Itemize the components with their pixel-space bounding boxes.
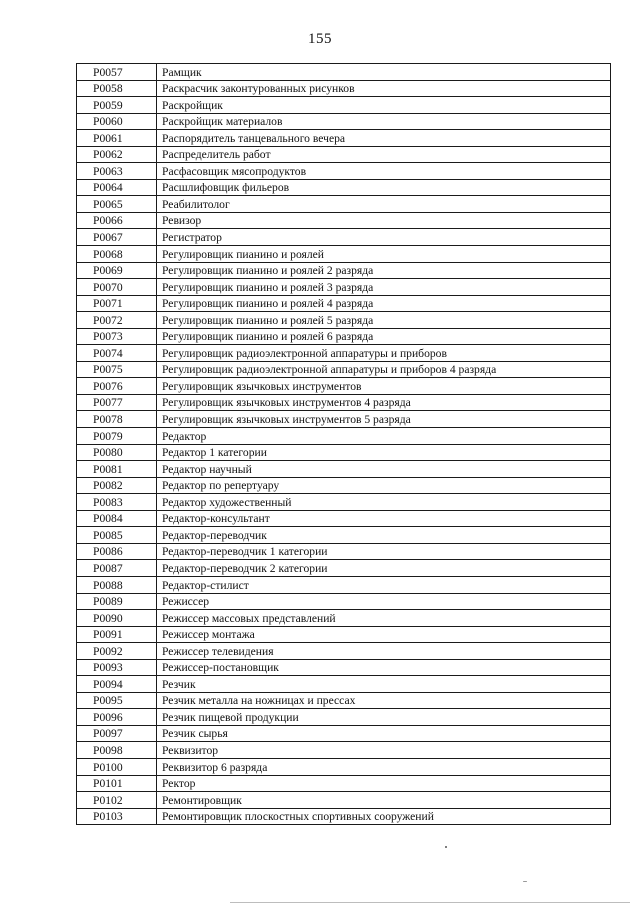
occupation-title-cell: Режиссер монтажа bbox=[157, 626, 611, 643]
occupation-title-cell: Регулировщик пианино и роялей 5 разряда bbox=[157, 312, 611, 329]
table-row bbox=[77, 130, 611, 147]
table-row bbox=[77, 527, 611, 544]
occupation-code-cell: P0098 bbox=[77, 742, 157, 759]
occupation-code-cell: P0059 bbox=[77, 97, 157, 114]
occupation-code-cell: P0057 bbox=[77, 64, 157, 81]
table-row bbox=[77, 758, 611, 775]
occupation-title-cell: Распределитель работ bbox=[157, 146, 611, 163]
occupation-code-cell: P0066 bbox=[77, 212, 157, 229]
occupation-code-cell: P0082 bbox=[77, 477, 157, 494]
occupation-code-cell: P0073 bbox=[77, 328, 157, 345]
occupation-code-cell: P0085 bbox=[77, 527, 157, 544]
occupation-title-cell: Регулировщик радиоэлектронной аппаратуры и приборов 4 разряда bbox=[157, 361, 611, 378]
table-row bbox=[77, 792, 611, 809]
table-row bbox=[77, 444, 611, 461]
page-number: 155 bbox=[308, 31, 332, 47]
table-row bbox=[77, 692, 611, 709]
table-row bbox=[77, 97, 611, 114]
occupation-code-cell: P0074 bbox=[77, 345, 157, 362]
occupation-code-cell: P0079 bbox=[77, 428, 157, 445]
occupation-title-cell: Редактор 1 категории bbox=[157, 444, 611, 461]
occupation-title-cell: Резчик металла на ножницах и прессах bbox=[157, 692, 611, 709]
occupation-code-cell: P0078 bbox=[77, 411, 157, 428]
occupation-title-cell: Режиссер-постановщик bbox=[157, 659, 611, 676]
occupation-code-cell: P0084 bbox=[77, 510, 157, 527]
occupation-title-cell: Редактор-переводчик bbox=[157, 527, 611, 544]
occupation-code-cell: P0077 bbox=[77, 394, 157, 411]
occupation-code-cell: P0091 bbox=[77, 626, 157, 643]
occupation-code-cell: P0065 bbox=[77, 196, 157, 213]
table-row bbox=[77, 113, 611, 130]
occupation-code-cell: P0063 bbox=[77, 163, 157, 180]
occupation-code-cell: P0093 bbox=[77, 659, 157, 676]
table-row bbox=[77, 361, 611, 378]
occupation-title-cell: Реквизитор bbox=[157, 742, 611, 759]
table-row bbox=[77, 775, 611, 792]
occupation-title-cell: Резчик bbox=[157, 676, 611, 693]
scan-speck bbox=[523, 881, 527, 882]
occupation-title-cell: Регулировщик язычковых инструментов bbox=[157, 378, 611, 395]
table-row bbox=[77, 808, 611, 825]
table-row bbox=[77, 345, 611, 362]
occupation-title-cell: Расфасовщик мясопродуктов bbox=[157, 163, 611, 180]
occupation-code-cell: P0068 bbox=[77, 246, 157, 263]
table-row bbox=[77, 593, 611, 610]
table-row bbox=[77, 229, 611, 246]
table-row bbox=[77, 279, 611, 296]
occupation-code-cell: P0087 bbox=[77, 560, 157, 577]
occupation-title-cell: Резчик пищевой продукции bbox=[157, 709, 611, 726]
table-row bbox=[77, 610, 611, 627]
occupation-title-cell: Редактор по репертуару bbox=[157, 477, 611, 494]
occupation-code-cell: P0090 bbox=[77, 610, 157, 627]
table-row bbox=[77, 262, 611, 279]
occupation-code-cell: P0072 bbox=[77, 312, 157, 329]
table-row bbox=[77, 428, 611, 445]
occupation-title-cell: Раскройщик материалов bbox=[157, 113, 611, 130]
table-row bbox=[77, 543, 611, 560]
occupation-title-cell: Ректор bbox=[157, 775, 611, 792]
occupation-code-cell: P0067 bbox=[77, 229, 157, 246]
occupation-code-cell: P0083 bbox=[77, 494, 157, 511]
occupation-title-cell: Редактор-переводчик 1 категории bbox=[157, 543, 611, 560]
occupation-title-cell: Регулировщик язычковых инструментов 5 разряда bbox=[157, 411, 611, 428]
table-row bbox=[77, 659, 611, 676]
occupation-code-cell: P0092 bbox=[77, 643, 157, 660]
occupation-title-cell: Регулировщик язычковых инструментов 4 разряда bbox=[157, 394, 611, 411]
table-row bbox=[77, 64, 611, 81]
occupation-code-cell: P0076 bbox=[77, 378, 157, 395]
occupation-title-cell: Реабилитолог bbox=[157, 196, 611, 213]
occupation-title-cell: Регулировщик пианино и роялей 4 разряда bbox=[157, 295, 611, 312]
occupation-title-cell: Режиссер массовых представлений bbox=[157, 610, 611, 627]
occupation-code-cell: P0058 bbox=[77, 80, 157, 97]
occupation-title-cell: Редактор-стилист bbox=[157, 576, 611, 593]
table-row bbox=[77, 411, 611, 428]
occupation-code-cell: P0069 bbox=[77, 262, 157, 279]
occupation-title-cell: Расшлифовщик фильеров bbox=[157, 179, 611, 196]
table-row bbox=[77, 163, 611, 180]
table-row bbox=[77, 196, 611, 213]
occupation-title-cell: Регулировщик пианино и роялей 3 разряда bbox=[157, 279, 611, 296]
occupation-title-cell: Резчик сырья bbox=[157, 725, 611, 742]
occupation-code-cell: P0081 bbox=[77, 461, 157, 478]
occupation-title-cell: Регулировщик радиоэлектронной аппаратуры и приборов bbox=[157, 345, 611, 362]
occupation-title-cell: Редактор-консультант bbox=[157, 510, 611, 527]
table-row bbox=[77, 676, 611, 693]
occupation-code-cell: P0071 bbox=[77, 295, 157, 312]
occupation-title-cell: Ревизор bbox=[157, 212, 611, 229]
scan-speck bbox=[445, 846, 447, 848]
occupation-code-cell: P0089 bbox=[77, 593, 157, 610]
occupation-title-cell: Реквизитор 6 разряда bbox=[157, 758, 611, 775]
table-row bbox=[77, 494, 611, 511]
occupation-title-cell: Режиссер телевидения bbox=[157, 643, 611, 660]
table-row bbox=[77, 246, 611, 263]
occupation-title-cell: Раскройщик bbox=[157, 97, 611, 114]
occupation-title-cell: Ремонтировщик плоскостных спортивных сооружений bbox=[157, 808, 611, 825]
table-row bbox=[77, 643, 611, 660]
table-row bbox=[77, 626, 611, 643]
table-row bbox=[77, 179, 611, 196]
occupation-code-cell: P0094 bbox=[77, 676, 157, 693]
table-row bbox=[77, 312, 611, 329]
occupation-title-cell: Режиссер bbox=[157, 593, 611, 610]
profession-code-table bbox=[76, 63, 611, 825]
occupation-title-cell: Редактор-переводчик 2 категории bbox=[157, 560, 611, 577]
table-row bbox=[77, 295, 611, 312]
occupation-code-cell: P0080 bbox=[77, 444, 157, 461]
occupation-code-cell: P0086 bbox=[77, 543, 157, 560]
occupation-title-cell: Регистратор bbox=[157, 229, 611, 246]
occupation-title-cell: Рамщик bbox=[157, 64, 611, 81]
table-row bbox=[77, 725, 611, 742]
occupation-code-cell: P0097 bbox=[77, 725, 157, 742]
occupation-code-cell: P0101 bbox=[77, 775, 157, 792]
occupation-title-cell: Редактор художественный bbox=[157, 494, 611, 511]
table-row bbox=[77, 212, 611, 229]
occupation-title-cell: Раскрасчик законтурованных рисунков bbox=[157, 80, 611, 97]
table-row bbox=[77, 146, 611, 163]
occupation-code-cell: P0103 bbox=[77, 808, 157, 825]
table-row bbox=[77, 709, 611, 726]
table-row bbox=[77, 328, 611, 345]
occupation-code-cell: P0102 bbox=[77, 792, 157, 809]
occupation-title-cell: Регулировщик пианино и роялей 6 разряда bbox=[157, 328, 611, 345]
occupation-title-cell: Регулировщик пианино и роялей bbox=[157, 246, 611, 263]
table-row bbox=[77, 477, 611, 494]
table-row bbox=[77, 510, 611, 527]
occupation-title-cell: Ремонтировщик bbox=[157, 792, 611, 809]
occupation-code-cell: P0088 bbox=[77, 576, 157, 593]
table-row bbox=[77, 378, 611, 395]
table-row bbox=[77, 576, 611, 593]
occupation-code-cell: P0061 bbox=[77, 130, 157, 147]
occupation-title-cell: Распорядитель танцевального вечера bbox=[157, 130, 611, 147]
occupation-code-cell: P0062 bbox=[77, 146, 157, 163]
table-body bbox=[77, 64, 611, 825]
occupation-code-cell: P0064 bbox=[77, 179, 157, 196]
table-row bbox=[77, 80, 611, 97]
table-row bbox=[77, 742, 611, 759]
occupation-title-cell: Регулировщик пианино и роялей 2 разряда bbox=[157, 262, 611, 279]
table-row bbox=[77, 560, 611, 577]
table-row bbox=[77, 394, 611, 411]
occupation-title-cell: Редактор bbox=[157, 428, 611, 445]
occupation-code-cell: P0060 bbox=[77, 113, 157, 130]
occupation-code-cell: P0096 bbox=[77, 709, 157, 726]
occupation-title-cell: Редактор научный bbox=[157, 461, 611, 478]
occupation-code-cell: P0100 bbox=[77, 758, 157, 775]
table-row bbox=[77, 461, 611, 478]
occupation-code-cell: P0095 bbox=[77, 692, 157, 709]
occupation-code-cell: P0075 bbox=[77, 361, 157, 378]
scan-edge-line bbox=[230, 902, 630, 903]
occupation-code-cell: P0070 bbox=[77, 279, 157, 296]
